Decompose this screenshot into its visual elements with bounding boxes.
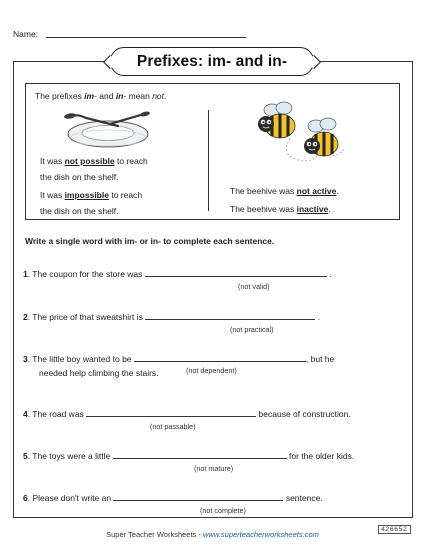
question-hint: (not mature)	[194, 464, 234, 473]
example-text: the dish on the shelf.	[40, 172, 119, 182]
name-field[interactable]	[46, 37, 246, 38]
page-title: Prefixes: im- and in-	[136, 52, 288, 70]
question-3	[23, 353, 334, 364]
bee-icon	[250, 100, 360, 170]
example-right-1	[230, 186, 339, 197]
question-5	[23, 450, 354, 461]
footer-site-name: Super Teacher Worksheets -	[106, 530, 203, 539]
intro-im: im	[84, 91, 95, 101]
question-number: 4	[23, 409, 28, 419]
answer-blank[interactable]	[113, 492, 283, 501]
example-text: .	[336, 186, 339, 196]
answer-blank[interactable]	[113, 450, 287, 459]
question-1	[23, 268, 332, 279]
example-text: The beehive was	[230, 186, 297, 196]
question-number: 3	[23, 354, 28, 364]
example-text: It was	[40, 190, 65, 200]
question-2	[23, 311, 320, 322]
question-number: 6	[23, 493, 28, 503]
question-text: . The coupon for the store was	[27, 269, 145, 279]
question-6	[23, 492, 323, 503]
example-text: .	[328, 204, 331, 214]
intro-mean: - mean	[123, 91, 153, 101]
example-keyword: not active	[296, 186, 337, 196]
intro-prefix: The prefixes	[35, 91, 85, 101]
worksheet-code: 426652	[378, 525, 411, 534]
question-text: because of construction.	[256, 409, 351, 419]
plate-icon	[58, 110, 154, 152]
question-hint: (not valid)	[238, 282, 270, 291]
question-hint: (not practical)	[230, 325, 274, 334]
question-number: 1	[23, 269, 28, 279]
question-text: . The price of that sweatshirt is	[27, 312, 146, 322]
question-text: sentence.	[283, 493, 323, 503]
footer-link[interactable]: www.superteacherworksheets.com	[202, 530, 319, 539]
question-text: . The little boy wanted to be	[27, 354, 134, 364]
question-hint: (not passable)	[150, 422, 196, 431]
instructions: Write a single word with im- or in- to complete each sentence.	[25, 236, 275, 246]
question-hint: (not dependent)	[186, 366, 237, 375]
intro-period: .	[164, 91, 167, 101]
example-text: The beehive was	[230, 204, 297, 214]
example-keyword: inactive	[296, 204, 329, 214]
question-text: . The toys were a little	[27, 451, 113, 461]
example-text: It was	[40, 156, 65, 166]
intro-and: - and	[94, 91, 116, 101]
example-left-1	[40, 156, 148, 185]
example-keyword: impossible	[64, 190, 109, 200]
question-number: 5	[23, 451, 28, 461]
footer	[0, 530, 425, 539]
example-right-2	[230, 204, 331, 215]
example-text: the dish on the shelf.	[40, 206, 119, 216]
question-number: 2	[23, 312, 28, 322]
answer-blank[interactable]	[86, 408, 256, 417]
intro-in: in	[115, 91, 124, 101]
answer-blank[interactable]	[134, 353, 306, 362]
example-left-2	[40, 190, 142, 219]
question-text: . Please don't write an	[27, 493, 114, 503]
example-text: to reach	[108, 190, 143, 200]
intro-not: not	[152, 91, 165, 101]
example-text: to reach	[114, 156, 148, 166]
answer-blank[interactable]	[145, 268, 327, 277]
example-divider	[208, 110, 209, 211]
question-4	[23, 408, 351, 419]
question-hint: (not complete)	[200, 506, 246, 515]
intro-text	[35, 91, 166, 101]
question-text: for the older kids.	[286, 451, 355, 461]
title-banner	[110, 47, 314, 76]
question-text: .	[326, 269, 332, 279]
question-3-line2: needed help climbing the stairs.	[39, 368, 159, 378]
question-text: .	[315, 312, 320, 322]
name-label: Name:	[13, 29, 39, 39]
example-keyword: not possible	[64, 156, 115, 166]
answer-blank[interactable]	[145, 311, 315, 320]
question-text: , but he	[305, 354, 335, 364]
question-text: . The road was	[27, 409, 87, 419]
